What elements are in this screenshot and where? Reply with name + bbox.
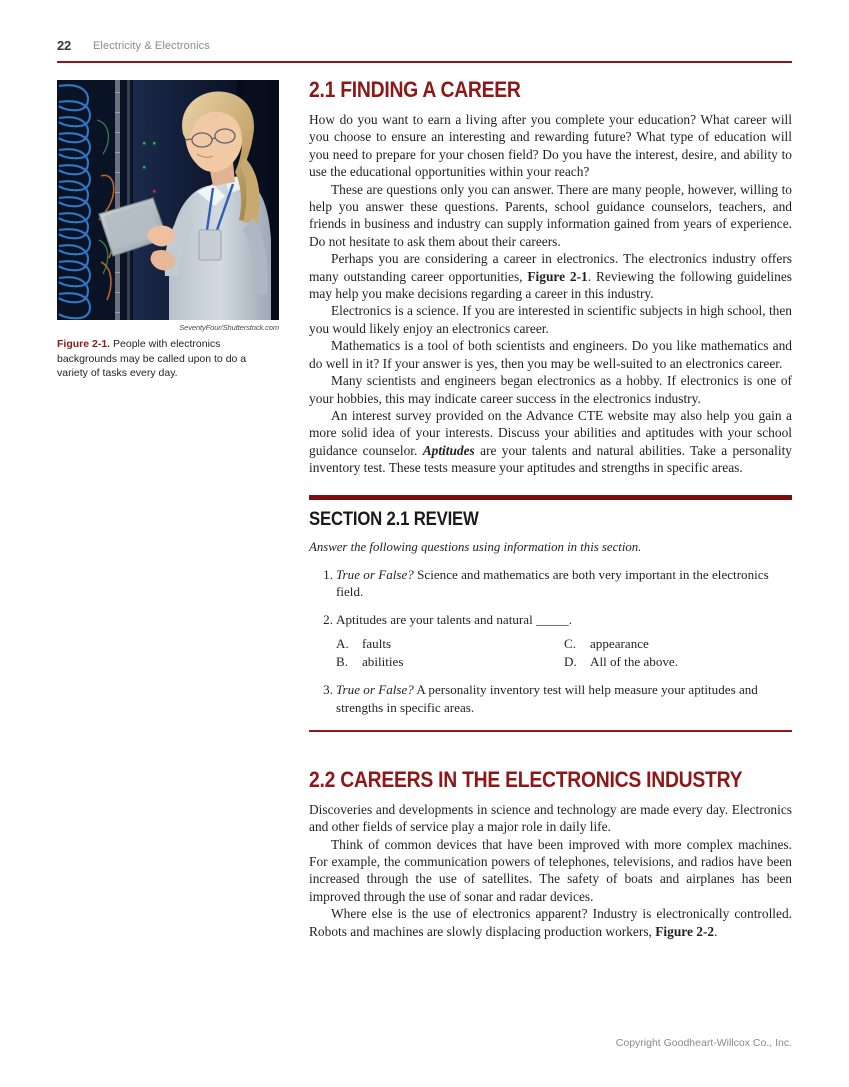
figure-caption-label: Figure 2-1. [57, 338, 111, 350]
question-prompt-italic: True or False? [336, 566, 414, 582]
question-number: 3. [323, 682, 333, 698]
section-2-2-heading: 2.2 CAREERS IN THE ELECTRONICS INDUSTRY [309, 766, 743, 792]
review-bottom-rule [309, 730, 792, 732]
answer-choice-c[interactable] [564, 635, 792, 653]
paragraph-text: An interest survey provided on the Advance CTE website may also help you gain a more solid idea of your interests. Discuss your abilities and aptitudes with your school guidance counselor. [309, 407, 792, 458]
paragraph-text: Where else is the use of electronics apparent? Industry is electronically controlled. Robots and machines are slowly displacing production workers, [309, 906, 792, 939]
paragraph: Think of common devices that have been improved with more complex machines. For example, the communication powers of telephones, televisions, and radios have been increased through the use of satellites. The safety of boats and airplanes has been improved through the use of sonar and radar devices. [309, 836, 792, 904]
question-number: 2. [323, 611, 333, 627]
answer-choices [336, 635, 792, 670]
review-question [309, 681, 792, 715]
figure-photo [57, 80, 279, 320]
choice-label: C. [564, 636, 577, 652]
running-head [57, 38, 792, 64]
question-number: 1. [323, 566, 333, 582]
question-prompt-text: Science and mathematics are both very important in the electronics field. [336, 566, 769, 599]
answer-choice-d[interactable] [564, 653, 792, 671]
paragraph: Electronics is a science. If you are interested in scientific subjects in high school, then you would likely enjoy an electronics career. [309, 303, 792, 336]
choice-label: D. [564, 653, 577, 669]
review-question [309, 566, 792, 600]
choice-text: abilities [362, 653, 404, 669]
answer-choice-b[interactable] [336, 653, 564, 671]
paragraph: Discoveries and developments in science and technology are made every day. Electronics and other fields of service play a major role in daily life. [309, 801, 792, 835]
key-term-aptitudes: Aptitudes [422, 442, 475, 458]
review-question-list [309, 566, 792, 716]
paragraph-with-figure-ref [309, 905, 792, 940]
review-question [309, 611, 792, 670]
review-instructions: Answer the following questions using information in this section. [309, 539, 642, 554]
answer-choice-column [564, 635, 792, 670]
choice-text: appearance [590, 636, 649, 652]
paragraph-with-figure-ref [309, 250, 792, 302]
figure-reference: Figure 2-1 [527, 268, 588, 284]
paragraph: These are questions only you can answer. There are many people, however, willing to help you answer these questions. Parents, school guidance counselors, teachers, and friends in business and industry can supply information gained from years of experience. Do not hesitate to ask them about their careers. [309, 181, 792, 249]
paragraph: Many scientists and engineers began electronics as a hobby. If electronics is one of your hobbies, this may indicate career success in the electronics industry. [309, 373, 792, 406]
main-text-column [309, 78, 792, 940]
question-prompt-text: Aptitudes are your talents and natural _____. [336, 611, 572, 627]
server-room-photo-illustration [57, 80, 279, 320]
choice-text: faults [362, 636, 392, 652]
figure-column [57, 80, 279, 381]
figure-caption [57, 337, 263, 381]
paragraph-with-key-term [309, 407, 792, 477]
paragraph-text: are your talents and natural abilities. Take a personality inventory test. These tests measure your aptitudes and strengths in specific areas. [309, 442, 792, 476]
book-title: Electricity & Electronics [93, 40, 210, 52]
choice-text: All of the above. [590, 653, 678, 669]
paragraph-text: . [714, 923, 718, 939]
section-review-heading: SECTION 2.1 REVIEW [309, 508, 479, 530]
paragraph-text: Perhaps you are considering a career in electronics. The electronics industry offers many outstanding career opportunities, [309, 251, 792, 284]
choice-label: B. [336, 653, 349, 669]
paragraph-text: . Reviewing the following guidelines may help you make decisions regarding a career in this industry. [309, 268, 792, 302]
header-rule [57, 61, 792, 63]
page-number: 22 [57, 38, 72, 53]
paragraph: Mathematics is a tool of both scientists and engineers. Do you like mathematics and do well in it? If your answer is yes, then you may be well-suited to an electronics career. [309, 338, 792, 371]
question-prompt-text: A personality inventory test will help measure your aptitudes and strengths in specific areas. [336, 682, 758, 715]
review-top-rule [309, 495, 792, 500]
question-prompt-italic: True or False? [336, 682, 414, 698]
section-2-1-heading: 2.1 FINDING A CAREER [309, 77, 521, 102]
photo-credit: SeventyFour/Shutterstock.com [179, 323, 279, 332]
figure-reference: Figure 2-2 [655, 923, 715, 939]
figure-caption-text: People with electronics backgrounds may be called upon to do a variety of tasks every day. [57, 338, 247, 379]
paragraph: How do you want to earn a living after you complete your education? What career will you choose to ensure an interesting and rewarding future? What type of education will you need to prepare for your chosen field? Do you have the interest, desire, and ability to use the educational opportunities within your reach? [309, 112, 792, 180]
answer-choice-column [336, 635, 564, 670]
choice-label: A. [336, 636, 349, 652]
answer-choice-a[interactable] [336, 635, 564, 653]
copyright-footer: Copyright Goodheart-Willcox Co., Inc. [615, 1037, 792, 1049]
